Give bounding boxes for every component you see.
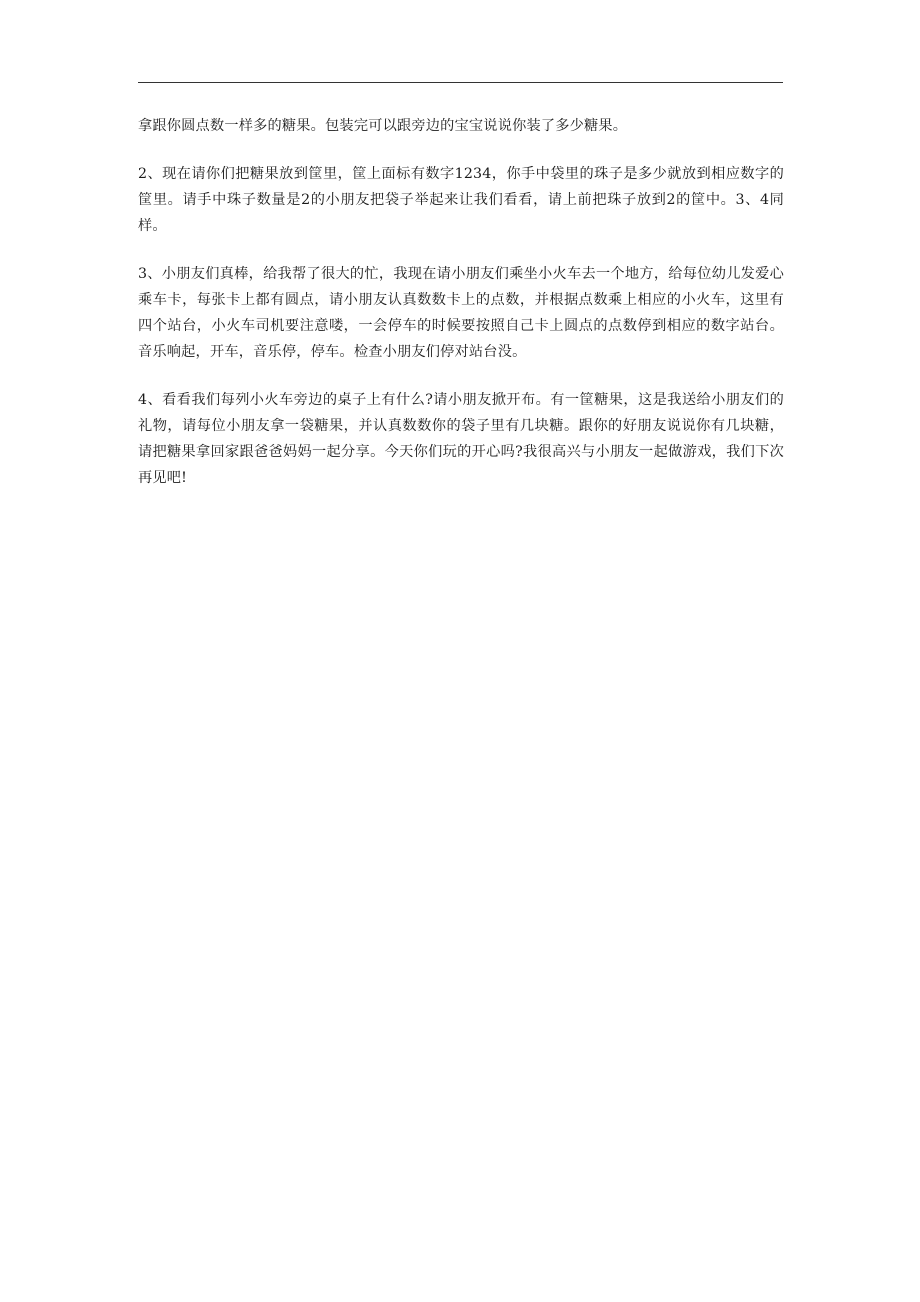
- paragraph-3: 3、小朋友们真棒，给我帮了很大的忙，我现在请小朋友们乘坐小火车去一个地方，给每位幼儿发爱心乘车卡，每张卡上都有圆点，请小朋友认真数数卡上的点数，并根据点数乘上相应的小火车，这里有四个站台，小火车司机要注意喽，一会停车的时候要按照自己卡上圆点的点数停到相应的数字站台。音乐响起，开车，音乐停，停车。检查小朋友们停对站台没。: [138, 266, 784, 360]
- document-body: [138, 113, 784, 491]
- paragraph-1: 拿跟你圆点数一样多的糖果。包装完可以跟旁边的宝宝说说你装了多少糖果。: [138, 118, 628, 134]
- paragraph-2: 2、现在请你们把糖果放到筐里，筐上面标有数字1234，你手中袋里的珠子是多少就放到相应数字的筐里。请手中珠子数量是2的小朋友把袋子举起来让我们看看，请上前把珠子放到2的筐中。3、4同样。: [138, 166, 784, 234]
- header-rule: [138, 82, 783, 83]
- paragraph-4: 4、看看我们每列小火车旁边的桌子上有什么?请小朋友掀开布。有一筐糖果，这是我送给小朋友们的礼物，请每位小朋友拿一袋糖果，并认真数数你的袋子里有几块糖。跟你的好朋友说说你有几块糖，请把糖果拿回家跟爸爸妈妈一起分享。今天你们玩的开心吗?我很高兴与小朋友一起做游戏，我们下次再见吧!: [138, 392, 784, 486]
